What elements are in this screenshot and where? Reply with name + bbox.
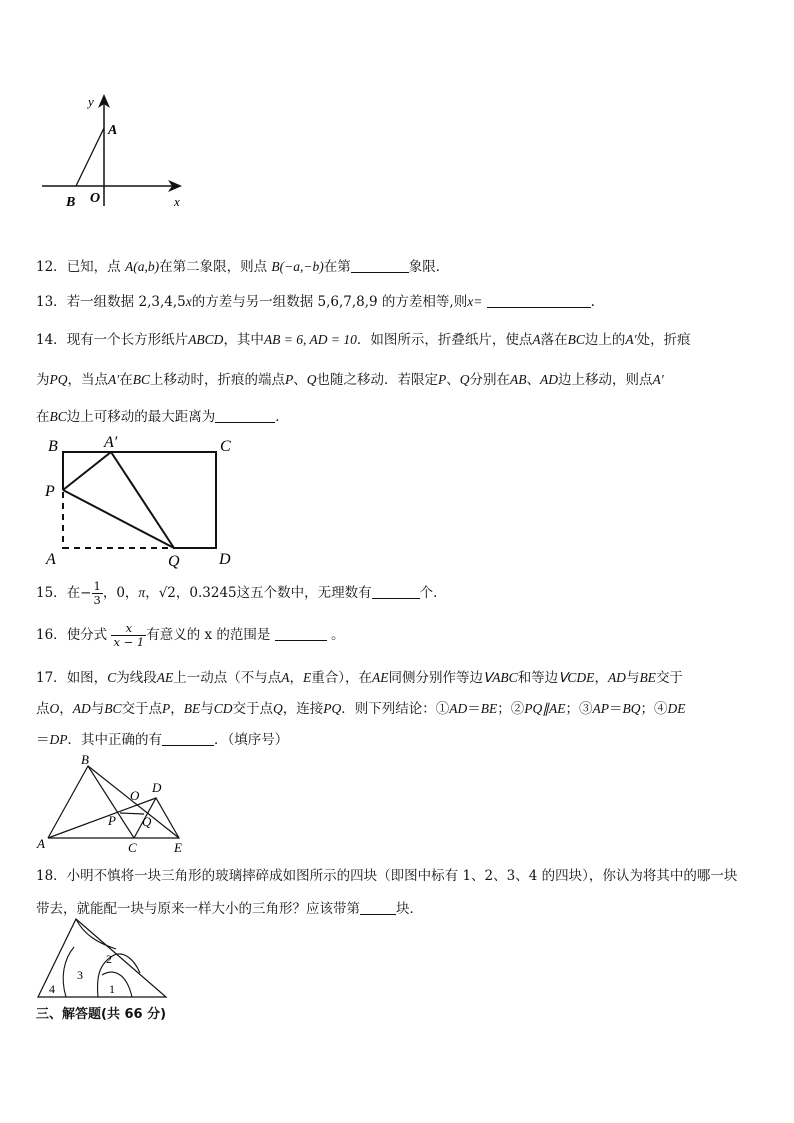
question-15: 15．在− $\frac{1}{3}$ ，0，π，√2，0.3245这五个数中，无理数有 个． (36, 579, 447, 607)
answer-blank-17[interactable] (162, 731, 214, 746)
question-17-line-1: 17．如图，C为线段AE上一动点（不与点A，E重合），在AE同侧分别作等边ᐯABC和等边ᐯCDE，AD与BE交于 (36, 670, 683, 686)
label-p: P (45, 483, 55, 500)
label-c: C (128, 840, 137, 855)
label-e: E (174, 840, 182, 855)
piece-1-label: 1 (109, 982, 115, 996)
segment-pa-prime (63, 452, 111, 490)
label-b: B (48, 438, 58, 455)
x-axis-label: x (174, 194, 180, 209)
segment-pq (120, 813, 144, 814)
label-q: Q (142, 814, 152, 829)
answer-blank-13[interactable] (487, 293, 591, 308)
rectangle-bcd (63, 452, 216, 548)
label-a: A (37, 836, 45, 851)
q11-coordinate-figure (36, 88, 196, 218)
label-c: C (220, 438, 231, 455)
question-14-line-2: 为PQ，当点A′在BC上移动时，折痕的端点P、Q也随之移动．若限定P、Q分别在AB、AD边上移动，则点A′ (36, 372, 664, 388)
question-12: 12．已知，点 A(a,b)在第二象限，则点 B(−a,−b)在第 象限． (36, 259, 450, 275)
triangle-outline (38, 919, 166, 997)
y-axis-label: y (88, 94, 94, 109)
q14-rectangle-fold-figure (40, 432, 250, 572)
question-14-line-1: 14．现有一个长方形纸片ABCD，其中AB = 6, AD = 10．如图所示，折叠纸片，使点A落在BC边上的A′处，折痕 (36, 332, 691, 348)
label-b: B (81, 752, 89, 767)
answer-blank-18[interactable] (360, 900, 396, 915)
label-d: D (219, 551, 231, 568)
point-b-label: B (66, 195, 76, 210)
question-17-line-2: 点O，AD与BC交于点P，BE与CD交于点Q，连接PQ．则下列结论：①AD＝BE；②PQ∥AE；③AP＝BQ；④DE (36, 701, 686, 717)
answer-blank-15[interactable] (372, 584, 420, 599)
label-p: P (108, 813, 116, 828)
question-18-line-2: 带去，就能配一块与原来一样大小的三角形？应该带第 块． (36, 901, 423, 917)
crack-1 (63, 947, 74, 997)
segment-ad (48, 798, 156, 838)
answer-blank-16[interactable] (275, 626, 327, 641)
sqrt-two: √2 (158, 585, 176, 601)
label-a-prime: A′ (104, 434, 118, 451)
label-a: A (46, 551, 56, 568)
fraction-x-over-x-minus-1: $\frac{x}{x - 1}$ (113, 621, 145, 649)
piece-2-label: 2 (106, 952, 112, 966)
label-q: Q (168, 553, 180, 570)
answer-blank-12[interactable] (351, 258, 409, 273)
segment-a-prime-q (111, 452, 174, 548)
question-13: 13．若一组数据 2,3,4,5x的方差与另一组数据 5,6,7,8,9 的方差相等,则x= . (36, 294, 595, 310)
crack-3 (102, 972, 132, 997)
label-d: D (152, 780, 162, 795)
question-14-line-3: 在BC边上可移动的最大距离为 ． (36, 409, 289, 425)
q18-broken-glass-figure (36, 915, 176, 1001)
question-18-line-1: 18．小明不慎将一块三角形的玻璃摔碎成如图所示的四块（即图中标有 1、2、3、4 的四块），你认为将其中的哪一块 (36, 868, 738, 884)
question-16: 16．使分式 $\frac{x}{x - 1}$ 有意义的 x 的范围是 。 (36, 621, 345, 649)
piece-4-label: 4 (49, 982, 55, 996)
crack-2 (98, 954, 140, 997)
answer-blank-14[interactable] (215, 408, 275, 423)
segment-pq (63, 490, 174, 548)
fraction-one-third: $\frac{1}{3}$ (93, 579, 101, 607)
point-a-label: A (108, 123, 118, 138)
segment-ab (76, 128, 104, 186)
q17-equilateral-triangles-figure (34, 752, 204, 856)
piece-3-label: 3 (77, 968, 83, 982)
triangle-abc (48, 766, 134, 838)
section-3-heading: 三、解答题(共 66 分) (36, 1007, 167, 1022)
question-17-line-3: ＝DP．其中正确的有 ．（填序号） (36, 732, 289, 748)
label-o: O (130, 788, 140, 803)
origin-label: O (90, 191, 101, 206)
